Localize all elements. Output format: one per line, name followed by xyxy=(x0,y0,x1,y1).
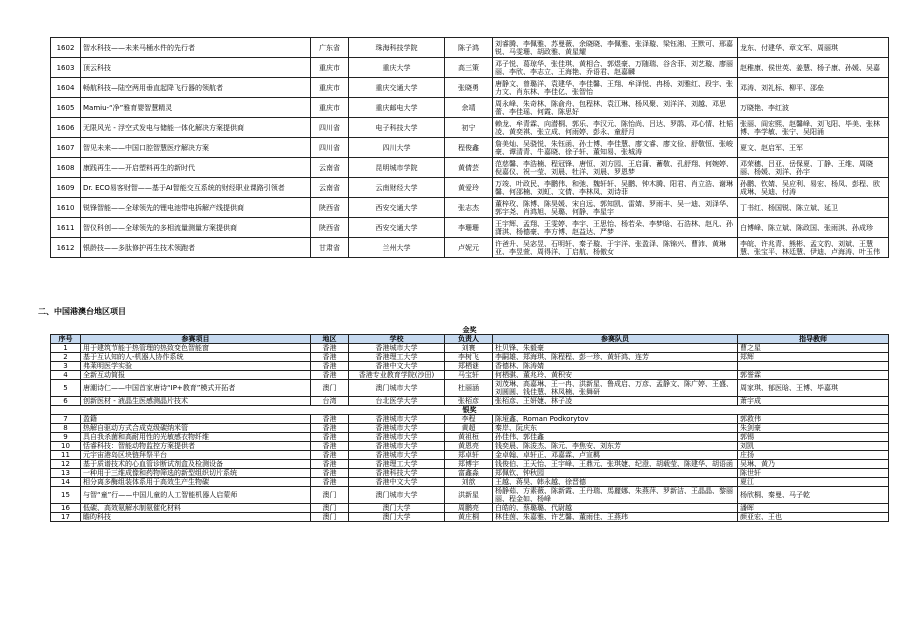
leader: 张晓勇 xyxy=(445,78,493,98)
leader: 李程 xyxy=(445,415,493,424)
project-name: 元宇宙港岛区块链拜祭平台 xyxy=(81,451,311,460)
province: 重庆市 xyxy=(311,58,349,78)
table-row xyxy=(51,380,889,397)
school: 澳门大学 xyxy=(349,504,445,513)
region: 香港 xyxy=(311,442,349,451)
project-name: 创新医材 - 液晶生医感测晶片技术 xyxy=(81,397,311,406)
school: 西安交通大学 xyxy=(349,218,445,238)
school: 珠海科技学院 xyxy=(349,38,445,58)
leader: 李珊珊 xyxy=(445,218,493,238)
members: 邓子悦、葛琼华、张佳琪、黄相合、郭煜豪、万随瑞、谷含菲、刘艺璇、廖丽丽、李欣、李志立、王海艳、乔语君、赵嘉麟 xyxy=(493,58,738,78)
project-name: 顶云科技 xyxy=(81,58,311,78)
header-project: 参赛项目 xyxy=(81,335,311,344)
table-row xyxy=(51,118,889,138)
teachers: 龙东、付建华、章文军、周丽琪 xyxy=(738,38,889,58)
leader: 黄倩芸 xyxy=(445,158,493,178)
region: 香港 xyxy=(311,424,349,433)
school: 香港城市大学 xyxy=(349,424,445,433)
region: 香港 xyxy=(311,451,349,460)
region: 香港 xyxy=(311,460,349,469)
table-header-row xyxy=(51,335,889,344)
school: 电子科技大学 xyxy=(349,118,445,138)
row-number: 15 xyxy=(51,487,81,504)
teachers: 周家琪、郁医晗、王博、毕嘉琪 xyxy=(738,380,889,397)
members: 郑佩钦、钟秋园 xyxy=(493,469,738,478)
project-name: 瞻昀科技 xyxy=(81,513,311,522)
school: 重庆交通大学 xyxy=(349,78,445,98)
row-number: 16 xyxy=(51,504,81,513)
project-name: 基于互认知的人-机器人协作系统 xyxy=(81,353,311,362)
teachers: 万晓艳、李红波 xyxy=(738,98,889,118)
members: 杜贝锋、朱毅豪 xyxy=(493,344,738,353)
project-name: 相分离多酶组装体系用于高效生产生物碳 xyxy=(81,478,311,487)
row-number: 1 xyxy=(51,344,81,353)
province: 重庆市 xyxy=(311,98,349,118)
province: 云南省 xyxy=(311,158,349,178)
table-row xyxy=(51,371,889,380)
teachers: 李皖、许兆青、熊彬、孟文豹、刘斌、王慧慧、张宝平、林廷慧、伊迪、卢海涛、叶玉伟 xyxy=(738,238,889,258)
members: 林佳茵、朱嘉雅、许艺馨、董雨佳、王燕玮 xyxy=(493,513,738,522)
silver-award-row xyxy=(51,406,889,415)
leader: 初宁 xyxy=(445,118,493,138)
row-number: 17 xyxy=(51,513,81,522)
region: 香港 xyxy=(311,362,349,371)
members: 许爸升、吴宓昱、石明轩、秦子璇、于宇洋、张盈泽、陈锦兴、曹沛、黄琳亚、李昱萱、周得洋、丁启航、杨傲女 xyxy=(493,238,738,258)
members: 钱奕晨、陈浚杰、陈元、李焦安、刘东芳 xyxy=(493,442,738,451)
teachers: 潘晖 xyxy=(738,504,889,513)
row-number: 3 xyxy=(51,362,81,371)
project-name: 低碳、高效氨解水制氨催化材料 xyxy=(81,504,311,513)
row-number: 1602 xyxy=(51,38,81,58)
province: 陕西省 xyxy=(311,198,349,218)
members: 赖龙、牟青霖、向潜桐、郭乐、李汉元、陈怡尚、吕达、罗鹃、邓心情、杜韬凌、黄奕祺、张立成、何雨婷、彭永、童舒月 xyxy=(493,118,738,138)
table-row xyxy=(51,38,889,58)
region: 香港 xyxy=(311,469,349,478)
row-number: 7 xyxy=(51,415,81,424)
teachers: 颜亚宏、王也 xyxy=(738,513,889,522)
table-row xyxy=(51,58,889,78)
table-row xyxy=(51,238,889,258)
members: 王宇辉、孟翔、王雯婷、李宇、王思怡、杨若朵、李梦晗、石浩林、赵凡、孙潇淇、杨德豪、李方博、赵益达、严梦 xyxy=(493,218,738,238)
table-row xyxy=(51,460,889,469)
members: 李嗣雄、郑海琪、陈程程、彭一珍、黄轩鸿、连芳 xyxy=(493,353,738,362)
leader: 张栢彦 xyxy=(445,397,493,406)
teachers: 杨欣桐、秦曼、马子乾 xyxy=(738,487,889,504)
row-number: 12 xyxy=(51,460,81,469)
leader: 陈子鸿 xyxy=(445,38,493,58)
header-school: 学校 xyxy=(349,335,445,344)
gold-award-row xyxy=(51,326,889,335)
province: 甘肃省 xyxy=(311,238,349,258)
region: 台湾 xyxy=(311,397,349,406)
school: 香港专业教育学院(沙田) xyxy=(349,371,445,380)
project-name: 康践再生——开启塑料再生的新时代 xyxy=(81,158,311,178)
project-name: Mamiu-“净”雅育婴智慧精灵 xyxy=(81,98,311,118)
table-row xyxy=(51,158,889,178)
leader: 黄恩亮 xyxy=(445,442,493,451)
region: 澳门 xyxy=(311,487,349,504)
province: 云南省 xyxy=(311,178,349,198)
members: 杨静茹、方素薇、陈新霞、王丹瑞、馬麗娜、朱燕萍、罗新洁、王晶晶、黎丽丽、程金如、杨峰 xyxy=(493,487,738,504)
leader: 周鹏亮 xyxy=(445,504,493,513)
row-number: 1612 xyxy=(51,238,81,258)
leader: 杜丽涵 xyxy=(445,380,493,397)
region: 香港 xyxy=(311,415,349,424)
table-row xyxy=(51,362,889,371)
header-members: 参赛队员 xyxy=(493,335,738,344)
members: 金卓翰、卓轩正、邓嘉霖、卢宣羁 xyxy=(493,451,738,460)
school: 香港城市大学 xyxy=(349,442,445,451)
table-row xyxy=(51,469,889,478)
teachers: 郑辉 xyxy=(738,353,889,362)
teachers: 吴琳、黄乃 xyxy=(738,460,889,469)
leader: 郑栖谜 xyxy=(445,362,493,371)
leader: 郑博宇 xyxy=(445,460,493,469)
table-row xyxy=(51,513,889,522)
project-name: 银龄技——多肽修护再生技术领跑者 xyxy=(81,238,311,258)
members: 何栖骐、董兆玲、黄积安 xyxy=(493,371,738,380)
school: 澳门城市大学 xyxy=(349,380,445,397)
region: 香港 xyxy=(311,433,349,442)
table-row xyxy=(51,138,889,158)
row-number: 14 xyxy=(51,478,81,487)
teachers: 白博峰、陈立斌、陈政国、张雨淇、孙成珍 xyxy=(738,218,889,238)
school: 澳门大学 xyxy=(349,513,445,522)
members: 刘茂琳、高嘉琳、王一冉、洪新星、鲁成启、万彦、孟静文、陈广婷、王盛、刘圆圆、钱佳慧、林凤楠、张舞研 xyxy=(493,380,738,397)
school: 澳门城市大学 xyxy=(349,487,445,504)
leader: 黄祖桓 xyxy=(445,433,493,442)
row-number: 1603 xyxy=(51,58,81,78)
school: 兰州大学 xyxy=(349,238,445,258)
teachers: 朱剑豪 xyxy=(738,424,889,433)
project-name: 一种用于三维成像和药物筛选的新型组织切片系统 xyxy=(81,469,311,478)
leader: 张志杰 xyxy=(445,198,493,218)
row-number: 10 xyxy=(51,442,81,451)
region: 澳门 xyxy=(311,513,349,522)
teachers: 郭锡 xyxy=(738,433,889,442)
teachers: 张丽、阎宏熙、赵馨峰、刘飞阳、毕美、张林博、李学敏、张宁、吴阳涌 xyxy=(738,118,889,138)
school: 香港理工大学 xyxy=(349,460,445,469)
teachers: 邓涛、刘礼标、柳平、邵垒 xyxy=(738,78,889,98)
row-number: 1608 xyxy=(51,158,81,178)
members: 万竣、叶政民、李鹏伟、和弛、魏轩轩、吴鹏、钟木腾、阳君、肖立浩、谢琳馨、何邵楠、刘虹、文倩、李林凤、刘诗菲 xyxy=(493,178,738,198)
teachers: 夏文、赵启军、王军 xyxy=(738,138,889,158)
row-number: 6 xyxy=(51,397,81,406)
row-number: 1605 xyxy=(51,98,81,118)
row-number: 1604 xyxy=(51,78,81,98)
project-name: 智仪科创——全球领先的多相流量测量方案提供商 xyxy=(81,218,311,238)
table-row xyxy=(51,424,889,433)
teachers xyxy=(738,362,889,371)
region: 香港 xyxy=(311,371,349,380)
header-teachers: 指导教师 xyxy=(738,335,889,344)
teachers: 邓荣穗、吕亚、岳保夏、丁静、王维、周晓丽、杨媛、刘洋、孙宇 xyxy=(738,158,889,178)
school: 台北医学大学 xyxy=(349,397,445,406)
project-name: 唐潮诗仁——中国首家唐诗“IP+教育”模式开拓者 xyxy=(81,380,311,397)
region: 澳门 xyxy=(311,504,349,513)
region: 香港 xyxy=(311,478,349,487)
table-row xyxy=(51,478,889,487)
leader: 高三策 xyxy=(445,58,493,78)
teachers: 刘凯 xyxy=(738,442,889,451)
members: 范慈馨、李浩楠、程冠锋、唐恒、刘方园、王启蒲、蓄敬、孔舒翔、何婉婷、倪嘉仪、祝一莹、刘晨、牡洋、刘晨、罗恩梦 xyxy=(493,158,738,178)
project-name: 盈籍 xyxy=(81,415,311,424)
table-row xyxy=(51,98,889,118)
teachers: 庄扬 xyxy=(738,451,889,460)
row-number: 13 xyxy=(51,469,81,478)
region: 澳门 xyxy=(311,380,349,397)
project-name: 弗莱明医学实验 xyxy=(81,362,311,371)
leader: 黄庄桐 xyxy=(445,513,493,522)
mainland-table xyxy=(50,37,889,258)
leader: 洪新星 xyxy=(445,487,493,504)
row-number: 8 xyxy=(51,424,81,433)
members: 刘睿腾、李佩雅、苏曼薇、余晓晓、李佩雅、张泽璇、梁钰湘、王默可、邢嘉锐、马雯珊、胡政雅、黄星耀 xyxy=(493,38,738,58)
project-name: 无限风光 - 浮空式发电与储能一体化解决方案提供商 xyxy=(81,118,311,138)
leader: 马宝轩 xyxy=(445,371,493,380)
school: 西安交通大学 xyxy=(349,198,445,218)
table-row xyxy=(51,433,889,442)
teachers: 孙鹏、钦婧、吴应利、易宏、杨凤、彭程、欧成琳、吴迪、付涛 xyxy=(738,178,889,198)
project-name: 锐锋智能——全球领先的锂电池带电拆解产线提供商 xyxy=(81,198,311,218)
project-name: 智水科技——未来马桶水件的先行者 xyxy=(81,38,311,58)
school: 香港中文大学 xyxy=(349,362,445,371)
table-row xyxy=(51,218,889,238)
table-row xyxy=(51,353,889,362)
leader: 黄超 xyxy=(445,424,493,433)
leader: 富鑫淼 xyxy=(445,469,493,478)
leader: 黄爱玲 xyxy=(445,178,493,198)
row-number: 2 xyxy=(51,353,81,362)
table-row xyxy=(51,504,889,513)
leader: 李树飞 xyxy=(445,353,493,362)
members: 唐静文、曾璐洋、袁建华、李佳馨、王翔、牟泽悦、冉杨、刘雅红、段宇、张力文、肖东林、李佳亿、张智怡 xyxy=(493,78,738,98)
teachers: 郭救伟 xyxy=(738,415,889,424)
members: 陈垭鑫、Roman Podkorytov xyxy=(493,415,738,424)
teachers: 赵稚康、侯世英、姜慧、杨子康、孙媛、吴嘉 xyxy=(738,58,889,78)
teachers: 郭誉霖 xyxy=(738,371,889,380)
members: 白皓的、蔡璐璐、代尉越 xyxy=(493,504,738,513)
school: 香港城市大学 xyxy=(349,451,445,460)
leader: 程俊鑫 xyxy=(445,138,493,158)
gold-award-label: 金奖 xyxy=(462,326,477,334)
school: 香港城市大学 xyxy=(349,415,445,424)
teachers: 萧宇成 xyxy=(738,397,889,406)
leader: 刘歆 xyxy=(445,478,493,487)
section-title: 二、中国港澳台地区项目 xyxy=(38,307,126,316)
members: 张栢彦、王妍婕、林子凌 xyxy=(493,397,738,406)
school: 香港理工大学 xyxy=(349,353,445,362)
table-row xyxy=(51,198,889,218)
region: 香港 xyxy=(311,353,349,362)
hk-macao-taiwan-table xyxy=(50,326,889,522)
project-name: Dr. ECO易客财智——基于AI智能交互系统的财经职业课路引领者 xyxy=(81,178,311,198)
teachers: 夏江 xyxy=(738,478,889,487)
school: 香港科技大学 xyxy=(349,469,445,478)
silver-award-label: 银奖 xyxy=(51,406,889,415)
project-name: 全新互动简报 xyxy=(81,371,311,380)
members: 孙佳伟、郭佳鑫 xyxy=(493,433,738,442)
school: 香港中文大学 xyxy=(349,478,445,487)
header-region: 地区 xyxy=(311,335,349,344)
table-row xyxy=(51,397,889,406)
school: 重庆邮电大学 xyxy=(349,98,445,118)
header-leader: 负责人 xyxy=(445,335,493,344)
project-name: 用于建筑节能于热管理的热致变色智能窗 xyxy=(81,344,311,353)
members: 詹美灿、吴骁悦、朱钰函、孙士博、李佳慧、廖文睿、廖文俭、舒敬恒、张峻豪、谭清青、牛嘉晓、徐子轩、董知易、张城涛 xyxy=(493,138,738,158)
table-row xyxy=(51,442,889,451)
members: 秦岸、阮庆东 xyxy=(493,424,738,433)
table-row xyxy=(51,487,889,504)
leader: 刘寰 xyxy=(445,344,493,353)
row-number: 1611 xyxy=(51,218,81,238)
members: 香德林、陈涛婧 xyxy=(493,362,738,371)
province: 四川省 xyxy=(311,138,349,158)
leader: 郑卓轩 xyxy=(445,451,493,460)
row-number: 9 xyxy=(51,433,81,442)
province: 广东省 xyxy=(311,38,349,58)
school: 香港城市大学 xyxy=(349,433,445,442)
project-name: 与智“童”行——中国儿童的人工智能机器人启蒙师 xyxy=(81,487,311,504)
school: 香港城市大学 xyxy=(349,344,445,353)
header-no: 序号 xyxy=(51,335,81,344)
province: 四川省 xyxy=(311,118,349,138)
members: 周永峰、朱奇林、陈俞舟、包程林、袁江琳、杨风聚、刘洋洋、刘越、邓思蕾、李佳瑶、何霞、陈思好 xyxy=(493,98,738,118)
row-number: 1609 xyxy=(51,178,81,198)
teachers: 丁书红、杨国锐、陈立斌、延卫 xyxy=(738,198,889,218)
teachers: 陈世轩 xyxy=(738,469,889,478)
members: 董梓玫、陈博、陈昊媛、宋自远、郭知凯、雷婧、罗雨丰、吴一迪、刘泽华、郭宇尧、肖鸿旭、吴璐、何静、李星宇 xyxy=(493,198,738,218)
row-number: 1607 xyxy=(51,138,81,158)
row-number: 5 xyxy=(51,380,81,397)
project-name: 具自我杀菌和高耐用性的光敏感衣物纤维 xyxy=(81,433,311,442)
teachers: 曹之星 xyxy=(738,344,889,353)
table-row xyxy=(51,415,889,424)
province: 重庆市 xyxy=(311,78,349,98)
project-name: 基于质谱技术的心血管诊断试剂盒及检测设备 xyxy=(81,460,311,469)
project-name: 热解自驱动方式合成克级碳纳米管 xyxy=(81,424,311,433)
table-row xyxy=(51,78,889,98)
row-number: 1610 xyxy=(51,198,81,218)
project-name: 畅航科技—陆空两用垂直起降飞行器的领航者 xyxy=(81,78,311,98)
school: 四川大学 xyxy=(349,138,445,158)
row-number: 11 xyxy=(51,451,81,460)
leader: 卢妮元 xyxy=(445,238,493,258)
table-row xyxy=(51,178,889,198)
school: 重庆大学 xyxy=(349,58,445,78)
leader: 余靖 xyxy=(445,98,493,118)
row-number: 1606 xyxy=(51,118,81,138)
school: 云南财经大学 xyxy=(349,178,445,198)
members: 王越、蒋昊、韩永越、徐晋德 xyxy=(493,478,738,487)
project-name: 恬睿科技：智能动物监控方案提供者 xyxy=(81,442,311,451)
row-number: 4 xyxy=(51,371,81,380)
region: 香港 xyxy=(311,344,349,353)
table-row xyxy=(51,451,889,460)
table-row xyxy=(51,344,889,353)
school: 昆明城市学院 xyxy=(349,158,445,178)
province: 陕西省 xyxy=(311,218,349,238)
members: 钱俊伯、王天怡、王宇峰、王鼎元、张琪婕、纪澄、胡载莹、陈建华、胡语函 xyxy=(493,460,738,469)
project-name: 智见未来——中国口腔智慧医疗解决方案 xyxy=(81,138,311,158)
